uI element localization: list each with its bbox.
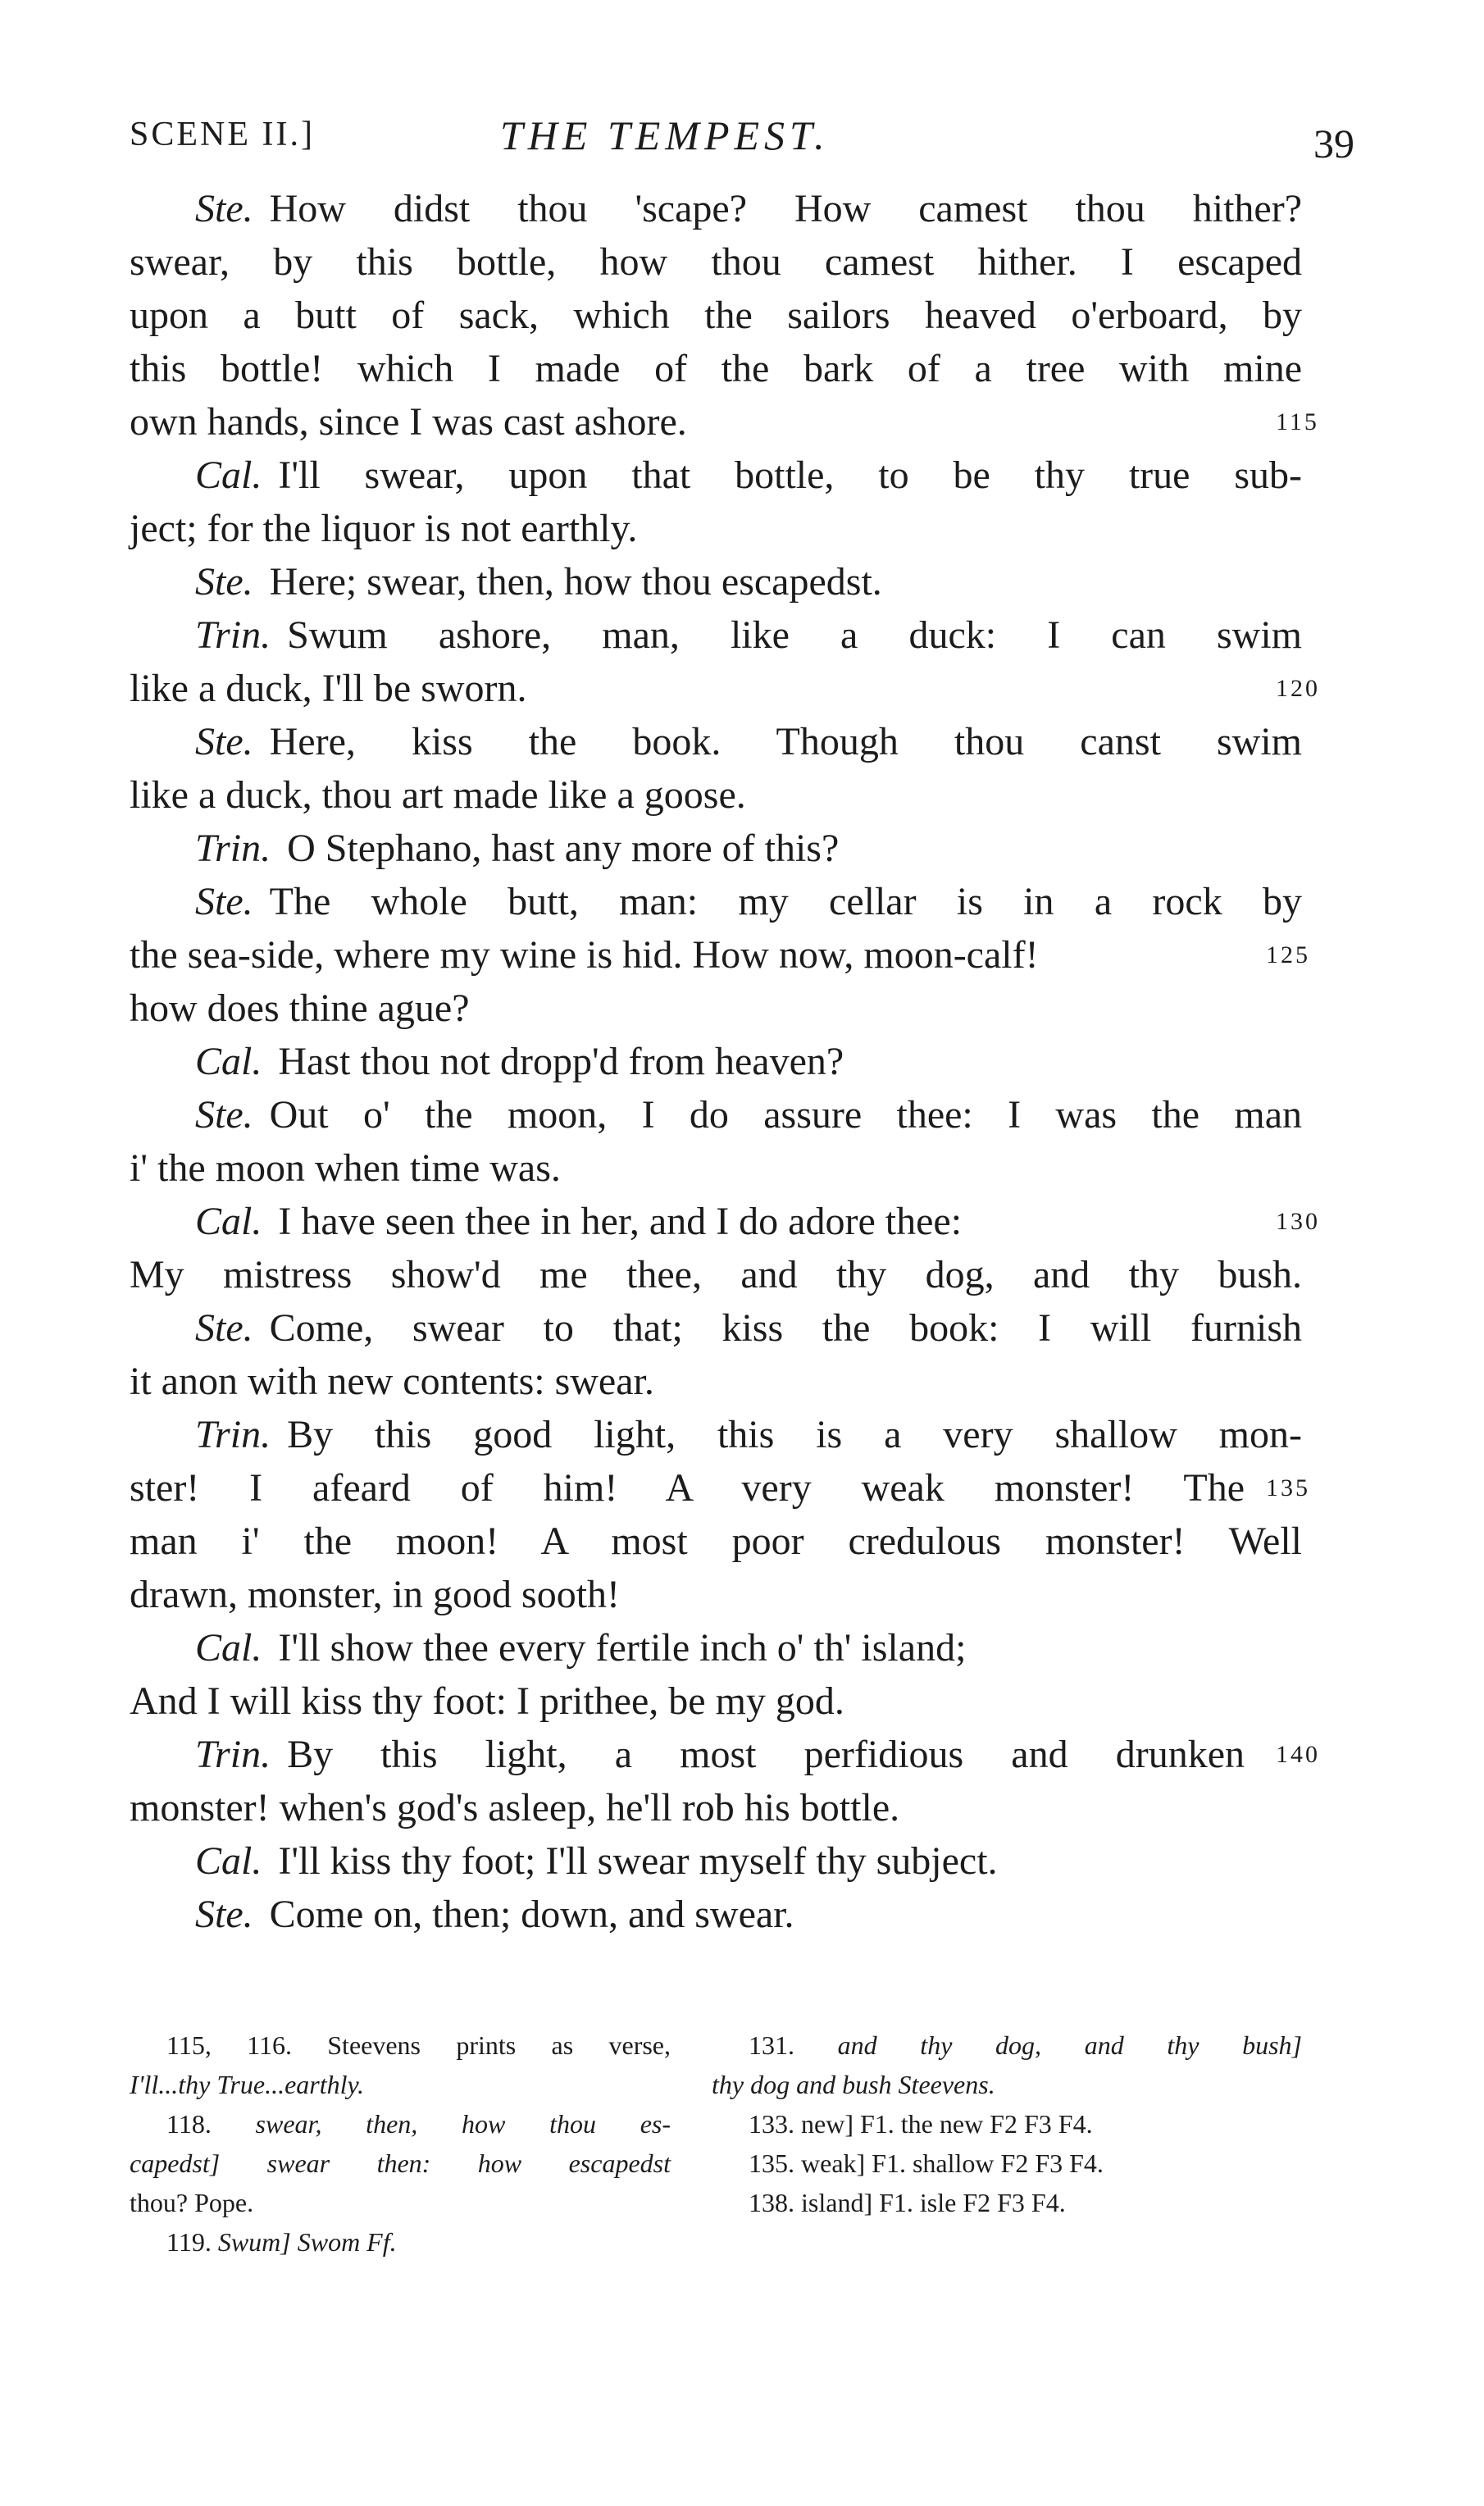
line-text: this bottle! which I made of the bark of a tree with mine bbox=[130, 347, 1302, 390]
text-line bbox=[130, 715, 1302, 768]
speaker-name: Trin. bbox=[195, 827, 271, 870]
line-text: Here; swear, then, how thou escapedst. bbox=[269, 560, 882, 604]
text-line bbox=[130, 1088, 1302, 1141]
line-text: I have seen thee in her, and I do adore thee: bbox=[278, 1200, 963, 1243]
text-line bbox=[130, 768, 1302, 822]
speaker-name: Cal. bbox=[195, 453, 262, 497]
speaker-name: Ste. bbox=[195, 560, 253, 604]
line-text: it anon with new contents: swear. bbox=[130, 1360, 654, 1403]
play-text bbox=[130, 182, 1320, 1941]
speaker-name: Ste. bbox=[195, 1893, 253, 1936]
text-line bbox=[130, 1515, 1302, 1568]
note-text: and thy dog, and thy bush] bbox=[837, 2030, 1303, 2060]
note-line bbox=[712, 2104, 1302, 2144]
text-line bbox=[130, 1781, 1302, 1834]
line-text: By this good light, this is a very shallow mon- bbox=[287, 1413, 1302, 1456]
line-text: i' the moon when time was. bbox=[130, 1146, 561, 1190]
text-line bbox=[130, 182, 1302, 235]
line-text: drawn, monster, in good sooth! bbox=[130, 1573, 621, 1616]
text-line bbox=[130, 1035, 1302, 1088]
speaker-name: Trin. bbox=[195, 1733, 271, 1776]
text-line bbox=[130, 449, 1302, 502]
note-ref: 138. bbox=[749, 2188, 794, 2217]
text-line bbox=[130, 1834, 1302, 1888]
text-line bbox=[130, 395, 1319, 449]
note-text: swear, then, how thou es- bbox=[255, 2109, 671, 2139]
note-ref: 115, 116. bbox=[166, 2030, 292, 2060]
line-text: Come, swear to that; kiss the book: I will furnish bbox=[269, 1306, 1302, 1350]
line-text: Come on, then; down, and swear. bbox=[269, 1893, 794, 1936]
note-line bbox=[712, 2065, 1302, 2104]
text-line bbox=[130, 1888, 1302, 1941]
note-line bbox=[130, 2065, 671, 2104]
note-ref: 133. bbox=[749, 2109, 794, 2139]
line-text: And I will kiss thy foot: I prithee, be my god. bbox=[130, 1679, 844, 1723]
line-text: upon a butt of sack, which the sailors heaved o'erboard, by bbox=[130, 294, 1302, 337]
text-line bbox=[130, 1301, 1302, 1355]
note-line bbox=[130, 2144, 671, 2183]
line-text: The whole butt, man: my cellar is in a rock by bbox=[269, 880, 1302, 923]
note-text: thy dog and bush Steevens. bbox=[712, 2070, 995, 2099]
note-text: weak] F1. shallow F2 F3 F4. bbox=[801, 2148, 1104, 2178]
page-number: 39 bbox=[1313, 121, 1354, 166]
notes-right-column bbox=[712, 2025, 1302, 2222]
note-text: thou? Pope. bbox=[130, 2188, 254, 2217]
speaker-name: Cal. bbox=[195, 1040, 262, 1083]
line-number: 115 bbox=[1276, 408, 1319, 435]
line-text: man i' the moon! A most poor credulous monster! Well bbox=[130, 1520, 1302, 1563]
line-text: like a duck, I'll be sworn. bbox=[130, 667, 527, 710]
note-text: I'll...thy True...earthly. bbox=[130, 2070, 364, 2099]
line-text: like a duck, thou art made like a goose. bbox=[130, 773, 746, 817]
line-text: My mistress show'd me thee, and thy dog, and thy bush. bbox=[130, 1253, 1302, 1296]
text-line bbox=[130, 1195, 1320, 1248]
line-text: I'll swear, upon that bottle, to be thy true sub- bbox=[278, 453, 1302, 497]
line-text: ster! I afeard of him! A very weak monster! The bbox=[130, 1466, 1245, 1510]
line-number: 135 bbox=[1266, 1474, 1310, 1501]
line-text: Out o' the moon, I do assure thee: I was the man bbox=[269, 1093, 1302, 1137]
play-title: THE TEMPEST. bbox=[500, 112, 830, 158]
text-line bbox=[130, 1568, 1302, 1621]
running-header bbox=[0, 112, 1484, 172]
text-line bbox=[130, 555, 1302, 608]
line-number: 125 bbox=[1266, 941, 1310, 968]
text-line bbox=[130, 1674, 1302, 1728]
line-text: ject; for the liquor is not earthly. bbox=[130, 507, 638, 550]
line-number: 120 bbox=[1276, 675, 1320, 702]
text-line bbox=[130, 875, 1302, 928]
text-line bbox=[130, 342, 1302, 395]
text-line bbox=[130, 502, 1302, 555]
note-ref: 135. bbox=[749, 2148, 794, 2178]
line-text: the sea-side, where my wine is hid. How now, moon-calf! bbox=[130, 933, 1039, 977]
note-line bbox=[712, 2144, 1302, 2183]
line-text: Hast thou not dropp'd from heaven? bbox=[278, 1040, 844, 1083]
speaker-name: Cal. bbox=[195, 1626, 262, 1670]
speaker-name: Ste. bbox=[195, 1306, 253, 1350]
speaker-name: Ste. bbox=[195, 187, 253, 230]
line-text: Here, kiss the book. Though thou canst swim bbox=[269, 720, 1302, 763]
line-text: swear, by this bottle, how thou camest hither. I escaped bbox=[130, 240, 1302, 284]
text-line bbox=[130, 1728, 1320, 1781]
line-text: I'll kiss thy foot; I'll swear myself thy subject. bbox=[278, 1839, 998, 1883]
note-line bbox=[130, 2183, 671, 2222]
line-text: how does thine ague? bbox=[130, 986, 470, 1030]
text-line bbox=[130, 1461, 1310, 1515]
note-text: new] F1. the new F2 F3 F4. bbox=[801, 2109, 1093, 2139]
text-line bbox=[130, 982, 1302, 1035]
line-text: By this light, a most perfidious and drunken bbox=[287, 1733, 1245, 1776]
text-line bbox=[130, 1248, 1302, 1301]
note-line bbox=[130, 2025, 671, 2065]
speaker-name: Ste. bbox=[195, 1093, 253, 1137]
speaker-name: Ste. bbox=[195, 880, 253, 923]
text-line bbox=[130, 1355, 1302, 1408]
text-line bbox=[130, 662, 1320, 715]
line-text: How didst thou 'scape? How camest thou hither? bbox=[269, 187, 1302, 230]
notes-left-column bbox=[130, 2025, 671, 2262]
line-text: I'll show thee every fertile inch o' th' island; bbox=[278, 1626, 967, 1670]
line-text: own hands, since I was cast ashore. bbox=[130, 400, 687, 444]
note-line bbox=[130, 2104, 671, 2144]
note-ref: 118. bbox=[166, 2109, 212, 2139]
speaker-name: Trin. bbox=[195, 1413, 271, 1456]
text-line bbox=[130, 928, 1310, 982]
line-text: O Stephano, hast any more of this? bbox=[287, 827, 840, 870]
note-ref: 131. bbox=[749, 2030, 794, 2060]
note-line bbox=[712, 2025, 1302, 2065]
text-line bbox=[130, 822, 1302, 875]
text-line bbox=[130, 1621, 1302, 1674]
line-number: 130 bbox=[1276, 1208, 1320, 1235]
note-text: capedst] swear then: how escapedst bbox=[130, 2148, 671, 2178]
note-line bbox=[130, 2222, 671, 2262]
scene-label: SCENE II.] bbox=[130, 116, 315, 153]
text-line bbox=[130, 608, 1302, 662]
speaker-name: Ste. bbox=[195, 720, 253, 763]
line-text: monster! when's god's asleep, he'll rob his bottle. bbox=[130, 1786, 900, 1829]
note-text: island] F1. isle F2 F3 F4. bbox=[801, 2188, 1066, 2217]
speaker-name: Trin. bbox=[195, 613, 271, 657]
note-line bbox=[712, 2183, 1302, 2222]
text-line bbox=[130, 1408, 1302, 1461]
text-line bbox=[130, 289, 1302, 342]
speaker-name: Cal. bbox=[195, 1200, 262, 1243]
line-text: Swum ashore, man, like a duck: I can swim bbox=[287, 613, 1302, 657]
note-ref: 119. bbox=[166, 2227, 212, 2257]
speaker-name: Cal. bbox=[195, 1839, 262, 1883]
line-number: 140 bbox=[1276, 1741, 1320, 1768]
text-line bbox=[130, 1141, 1302, 1195]
note-text: Swum] Swom Ff. bbox=[217, 2227, 397, 2257]
note-text: Steevens prints as verse, bbox=[327, 2030, 671, 2060]
text-line bbox=[130, 235, 1302, 289]
